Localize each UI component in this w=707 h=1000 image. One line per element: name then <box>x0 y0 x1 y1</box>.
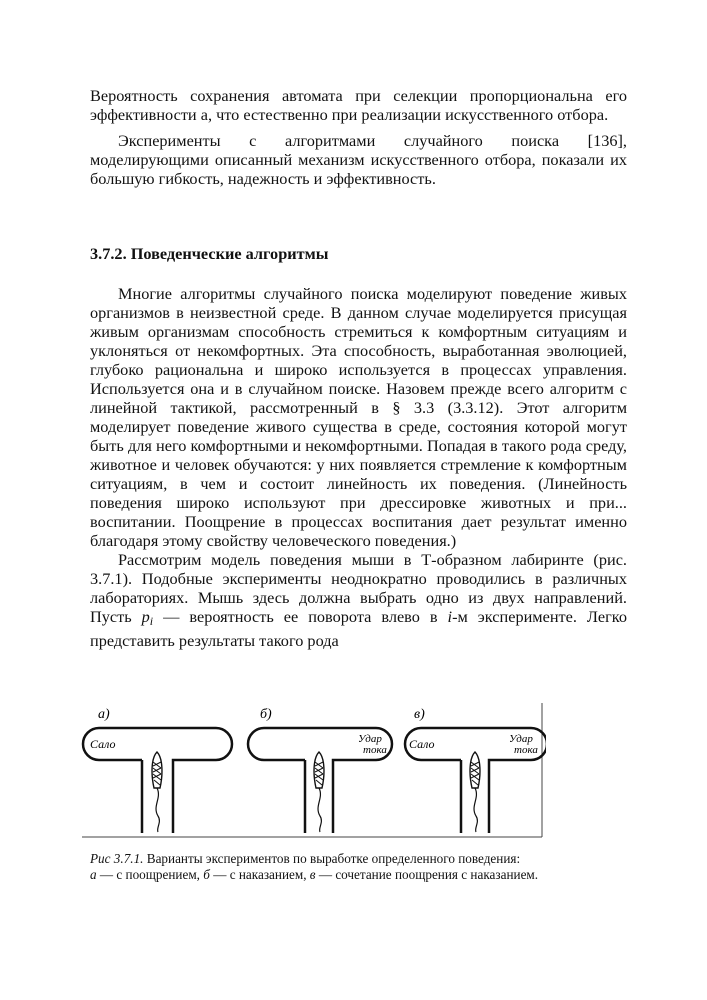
paragraph: Многие алгоритмы случайного поиска моделируют поведение живых организмов в неизвестной среде. В данном случае моделируется присущая живым организмам способность стремиться к комфортным ситуациям и уклоняться от некомфортных. Эта способность, выработанная эволюцией, глубоко рациональна и широко используется в процессах управления. Используется она и в случайном поиске. Назовем прежде всего алгоритм с линейной тактикой, рассмотренный в § 3.3 (3.3.12). Этот алгоритм моделирует поведение живого существа в среде, состояния которой могут быть для него комфортными и некомфортными. Попадая в такого рода среду, животное и человек обучаются: у них появляется стремление к комфортным ситуациям, в чем и состоит линейность их поведения. (Линейность поведения широко используют при дрессировке животных и при... воспитании. Поощрение в процессах воспитания дает результат именно благодаря этому свойству человеческого поведения.) <box>90 284 627 550</box>
caption-legend-line <box>90 867 540 883</box>
section-behavioral <box>90 284 627 650</box>
caption-title: Варианты экспериментов по выработке определенного поведения: <box>143 851 521 866</box>
panel-label: а) <box>98 707 110 722</box>
subscript-i: i <box>149 614 154 628</box>
legend-key-a: а <box>90 866 97 882</box>
legend-text-a: — с поощрением, <box>96 866 204 882</box>
heading-text: 3.7.2. Поведенческие алгоритмы <box>90 244 329 263</box>
legend-key-c: в <box>309 866 316 882</box>
mouse-icon <box>470 752 480 832</box>
panel-label: в) <box>414 707 425 722</box>
figure-ref: Рис 3.7.1. <box>90 851 144 866</box>
bait-label: Сало <box>90 737 116 751</box>
section-intro <box>90 86 627 188</box>
section-heading <box>90 244 627 263</box>
variable-p: p <box>141 607 150 626</box>
shock-label: Удар <box>358 733 382 745</box>
shock-label: тока <box>514 744 538 756</box>
t-maze-diagram <box>76 700 546 840</box>
caption-title-line <box>90 851 540 867</box>
panel-label: б) <box>260 707 272 722</box>
shock-label: тока <box>363 744 387 756</box>
maze-panel-b <box>248 707 392 833</box>
variable-i: i <box>447 607 453 626</box>
mouse-icon <box>152 752 162 832</box>
maze-panel-a <box>83 707 232 833</box>
legend-text-c: — сочетание поощрения с наказанием. <box>315 866 539 882</box>
paragraph: Эксперименты с алгоритмами случайного поиска [136], моделирующими описанный механизм искусственного отбора, показали их большую гибкость, надежность и эффективность. <box>90 131 627 188</box>
text-run: Рассмотрим модель поведения мыши в Т-образном лабиринте (рис. 3.7.1). Подобные эксперименты неоднократно проводились в различных лабораториях. Мышь здесь должна выбрать одно из двух направлений. Пусть <box>90 550 627 626</box>
figure-t-maze <box>76 700 546 840</box>
paragraph <box>90 550 627 650</box>
text-run: — вероятность ее поворота влево в <box>153 607 448 626</box>
figure-caption <box>90 851 540 882</box>
legend-key-b: б <box>203 866 210 882</box>
maze-panel-c <box>405 707 546 833</box>
text-run: -м эксперименте. Легко представить результаты такого рода <box>90 607 627 650</box>
bait-label: Сало <box>409 737 435 751</box>
paragraph: Вероятность сохранения автомата при селекции пропорциональна его эффективности а, что естественно при реализации искусственного отбора. <box>90 86 627 124</box>
shock-label: Удар <box>509 733 533 745</box>
legend-text-b: — с наказанием, <box>209 866 310 882</box>
mouse-icon <box>314 752 324 832</box>
